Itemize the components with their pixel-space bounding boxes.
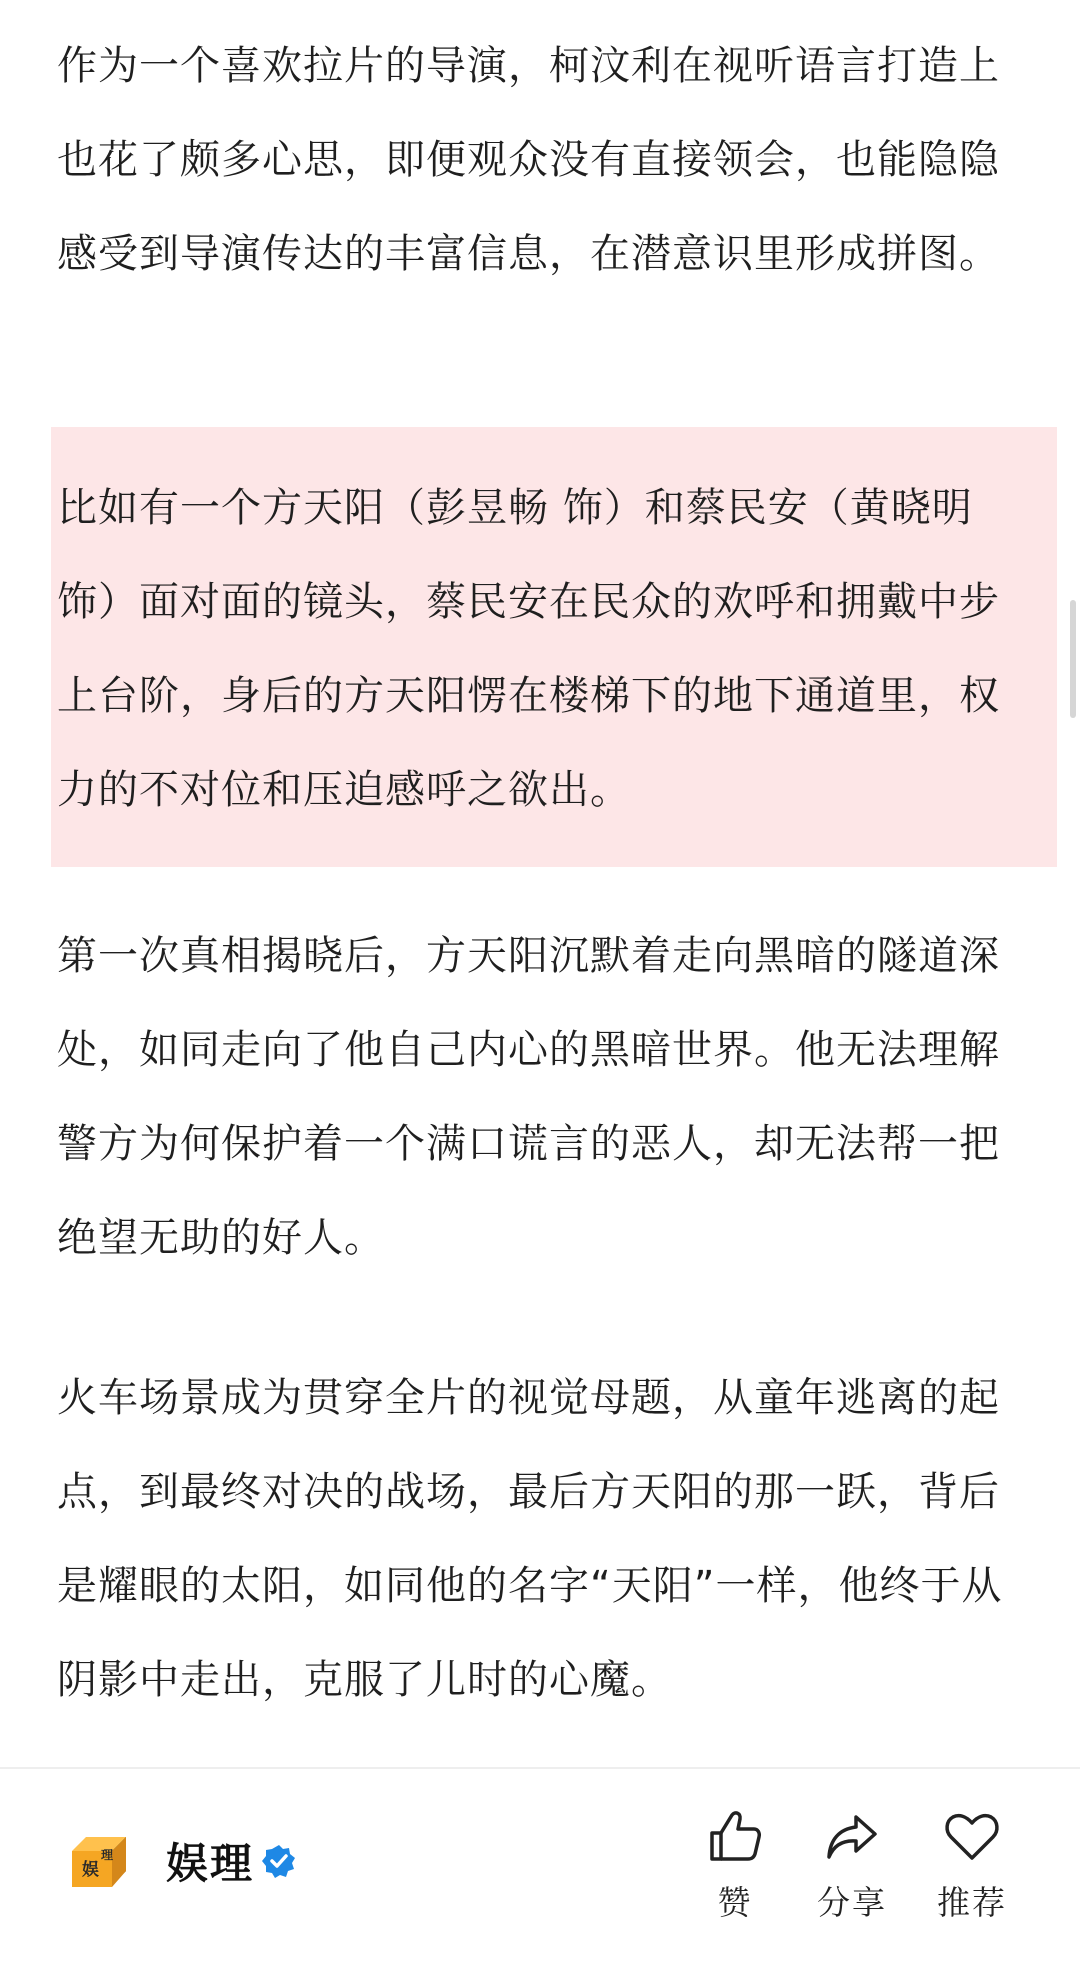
share-button[interactable] (797, 1807, 907, 1937)
svg-text:娱: 娱 (82, 1860, 99, 1880)
bottom-action-bar (0, 1767, 1080, 1980)
article-paragraph-1: 作为一个喜欢拉片的导演，柯汶利在视听语言打造上也花了颇多心思，即便观众没有直接领会，也能隐隐感受到导演传达的丰富信息，在潜意识里形成拼图。 (57, 43, 1000, 277)
article-paragraph-2-highlighted: 比如有一个方天阳（彭昱畅 饰）和蔡民安（黄晓明 饰）面对面的镜头，蔡民安在民众的欢呼和拥戴中步上台阶，身后的方天阳愣在楼梯下的地下通道里，权力的不对位和压迫感呼之欲出。 (57, 485, 1000, 813)
share-label: 分享 (817, 1883, 887, 1922)
share-arrow-icon (823, 1807, 881, 1865)
article-paragraph-4: 火车场景成为贯穿全片的视觉母题，从童年逃离的起点，到最终对决的战场，最后方天阳的那一跃，背后是耀眼的太阳，如同他的名字“天阳”一样，他终于从阴影中走出，克服了儿时的心魔。 (57, 1375, 1003, 1703)
article-paragraph-3: 第一次真相揭晓后，方天阳沉默着走向黑暗的隧道深处，如同走向了他自己内心的黑暗世界。他无法理解警方为何保护着一个满口谎言的恶人，却无法帮一把绝望无助的好人。 (57, 933, 1000, 1261)
like-button[interactable] (680, 1807, 790, 1937)
recommend-label: 推荐 (937, 1883, 1007, 1922)
svg-text:理: 理 (101, 1848, 114, 1862)
verified-badge-icon (262, 1844, 296, 1878)
thumbs-up-icon (706, 1807, 764, 1865)
author-name[interactable]: 娱理 (166, 1839, 255, 1888)
author-info[interactable] (68, 1821, 296, 1901)
heart-icon (943, 1807, 1001, 1865)
yuli-logo-icon[interactable] (68, 1829, 132, 1893)
like-label: 赞 (717, 1883, 753, 1922)
recommend-button[interactable] (917, 1807, 1027, 1937)
scrollbar-thumb[interactable] (1070, 600, 1076, 718)
